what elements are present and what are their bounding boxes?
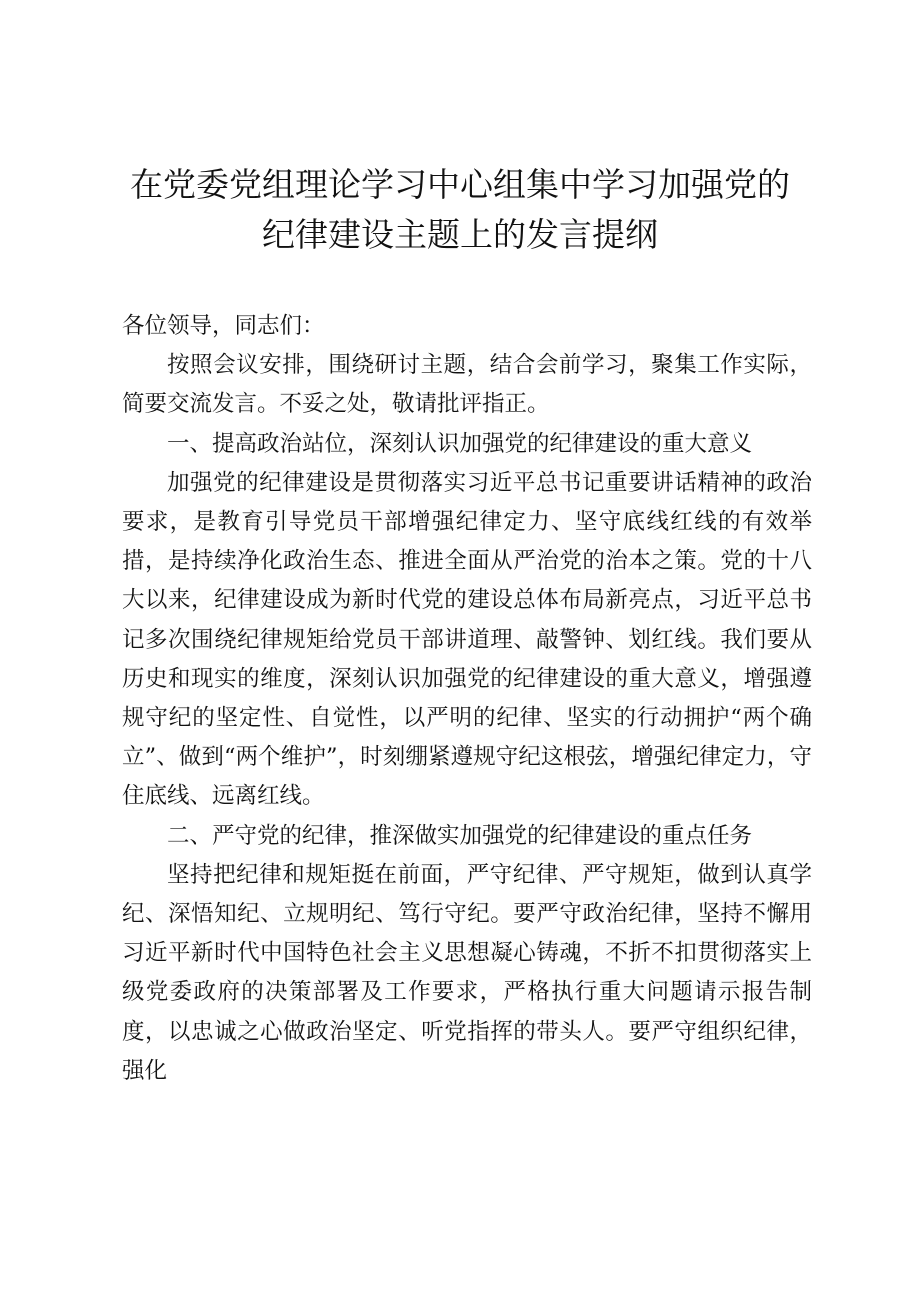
salutation: 各位领导，同志们： xyxy=(122,313,325,339)
document-body xyxy=(122,307,812,1091)
section-heading-2: 二、严守党的纪律，推深做实加强党的纪律建设的重点任务 xyxy=(167,822,753,849)
title-line-2: 纪律建设主题上的发言提纲 xyxy=(262,215,658,254)
document-title xyxy=(100,160,820,260)
paragraph-section-1: 加强党的纪律建设是贯彻落实习近平总书记重要讲话精神的政治要求，是教育引导党员干部增强纪律定力、坚守底线红线的有效举措，是持续净化政治生态、推进全面从严治党的治本之策。党的十八大以来，纪律建设成为新时代党的建设总体布局新亮点，习近平总书记多次围绕纪律规矩给党员干部讲道理、敲警钟、划红线。我们要从历史和现实的维度，深刻认识加强党的纪律建设的重大意义，增强遵规守纪的坚定性、自觉性，以严明的纪律、坚实的行动拥护“两个确立”、做到“两个维护”，时刻绷紧遵规守纪这根弦，增强纪律定力，守住底线、远离红线。 xyxy=(122,469,812,810)
section-heading-1: 一、提高政治站位，深刻认识加强党的纪律建设的重大意义 xyxy=(167,430,753,457)
paragraph-intro: 按照会议安排，围绕研讨主题，结合会前学习，聚集工作实际，简要交流发言。不妥之处，敬请批评指正。 xyxy=(122,352,812,418)
paragraph-section-2: 坚持把纪律和规矩挺在前面，严守纪律、严守规矩，做到认真学纪、深悟知纪、立规明纪、笃行守纪。要严守政治纪律，坚持不懈用习近平新时代中国特色社会主义思想凝心铸魂，不折不扣贯彻落实上级党委政府的决策部署及工作要求，严格执行重大问题请示报告制度，以忠诚之心做政治坚定、听党指挥的带头人。要严守组织纪律，强化 xyxy=(122,861,812,1084)
title-line-1: 在党委党组理论学习中心组集中学习加强党的 xyxy=(130,165,790,204)
